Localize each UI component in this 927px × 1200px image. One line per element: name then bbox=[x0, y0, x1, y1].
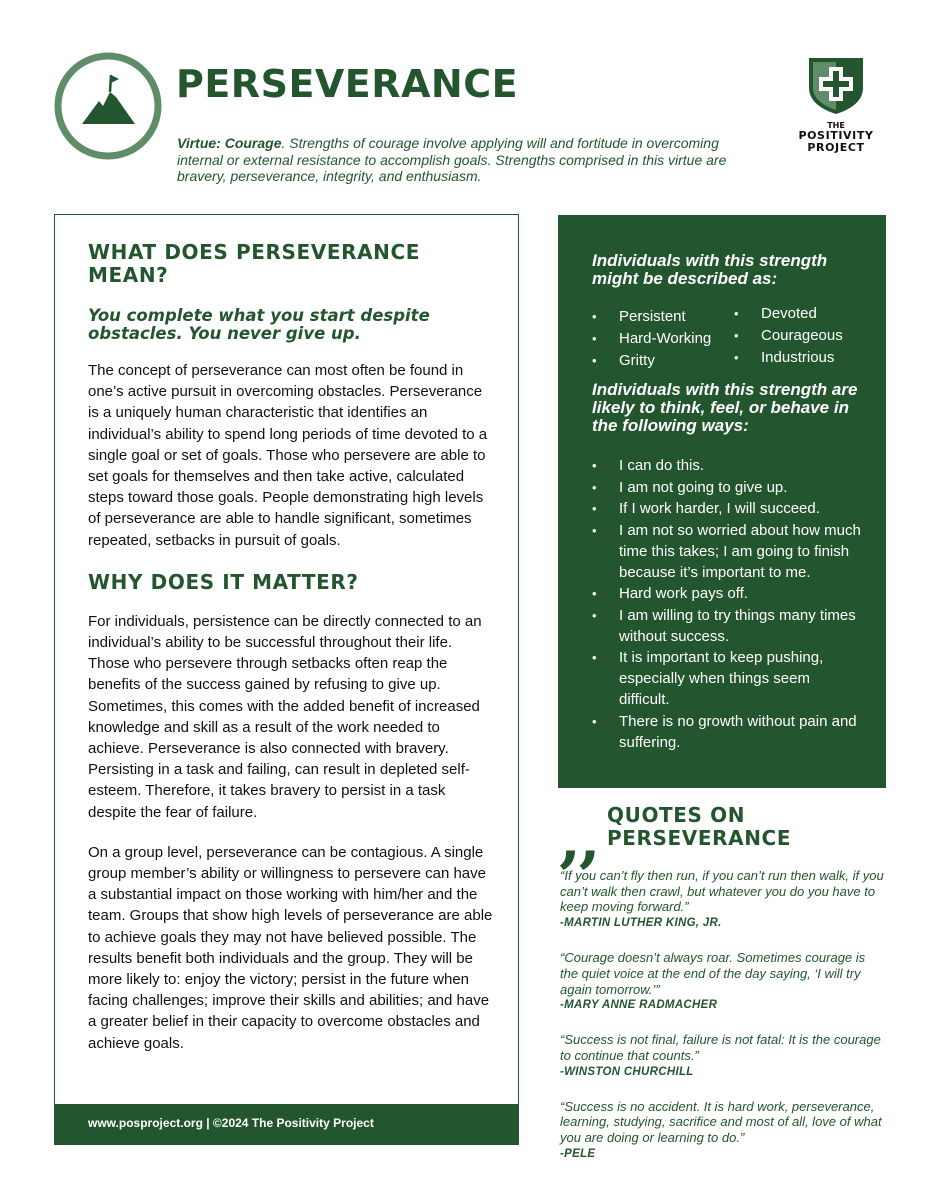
list-item: • Persistent bbox=[592, 308, 711, 330]
meaning-subheading: You complete what you start despite obstacles. You never give up. bbox=[88, 306, 430, 343]
list-item: • There is no growth without pain and suffering. bbox=[592, 711, 862, 753]
quote-author: -WINSTON CHURCHILL bbox=[560, 1065, 694, 1078]
described-column-1 bbox=[592, 308, 711, 374]
quote-author: -MARTIN LUTHER KING, JR. bbox=[560, 917, 722, 930]
list-item: • Industrious bbox=[734, 349, 843, 371]
list-item: • I am willing to try things many times without success. bbox=[592, 605, 862, 647]
mountain-flag-icon bbox=[53, 51, 163, 161]
quote-text: “Success is no accident. It is hard work, perseverance, learning, studying, sacrifice and most of all, love of what you are doing or learning to do.” bbox=[560, 1098, 882, 1146]
list-item: • If I work harder, I will succeed. bbox=[592, 498, 862, 519]
virtue-text: . Strengths of courage involve applying will and fortitude in overcoming internal or external resistance to accomplish goals. Strengths comprised in this virtue are bravery, perseverance, integrity, and enthusiasm. bbox=[177, 135, 727, 184]
footer-bar: www.posproject.org | ©2024 The Positivity Project bbox=[55, 1104, 518, 1144]
meaning-paragraph: The concept of perseverance can most often be found in one’s active pursuit in overcoming obstacles. Perseverance is a uniquely human characteristic that identifies an individual’s ability to spend long periods of time devoted to a single goal or set of goals. Those who persevere are able to set goals for themselves and then take active, calculated steps toward those goals. People demonstrating high levels of perseverance are able to handle significant, sometimes repeated, setbacks in pursuit of goals. bbox=[88, 362, 488, 549]
list-item: • Gritty bbox=[592, 352, 711, 374]
brand-name-line2: PROJECT bbox=[807, 141, 865, 154]
list-item: • It is important to keep pushing, especially when things seem difficult. bbox=[592, 647, 862, 710]
described-column-2 bbox=[734, 305, 843, 371]
ways-list bbox=[592, 455, 862, 753]
virtue-label: Virtue: Courage bbox=[177, 135, 282, 151]
list-item: • Hard-Working bbox=[592, 330, 711, 352]
quote-author: -PELE bbox=[560, 1147, 596, 1160]
brand-logo bbox=[786, 54, 886, 154]
quote-item bbox=[560, 1032, 886, 1079]
meaning-heading: WHAT DOES PERSEVERANCE MEAN? bbox=[88, 240, 421, 287]
brand-the: THE bbox=[827, 121, 845, 130]
quotes-heading-line2: PERSEVERANCE bbox=[607, 826, 792, 850]
described-heading: Individuals with this strength might be described as: bbox=[592, 251, 828, 288]
page-title: PERSEVERANCE bbox=[176, 62, 519, 106]
quotes-heading-line1: QUOTES ON bbox=[607, 803, 746, 827]
quote-item bbox=[560, 868, 886, 931]
quotes-list bbox=[560, 868, 886, 1181]
list-item: • I can do this. bbox=[592, 455, 862, 476]
ways-heading: Individuals with this strength are likely to think, feel, or behave in the following ways: bbox=[592, 380, 858, 435]
quote-mark-icon: ‚‚ bbox=[558, 798, 598, 878]
list-item: • Hard work pays off. bbox=[592, 583, 862, 604]
traits-panel bbox=[558, 215, 886, 788]
list-item: • Devoted bbox=[734, 305, 843, 327]
quote-text: “If you can’t fly then run, if you can’t run then walk, if you can’t walk then crawl, but whatever you do you have to keep moving forward.” bbox=[560, 868, 884, 915]
list-item: • I am not going to give up. bbox=[592, 477, 862, 498]
why-paragraph-group: On a group level, perseverance can be contagious. A single group member’s ability or willingness to persevere can have a substantial impact on those working with him/her and the team. Groups that show high levels of perseverance are able to achieve goals they may not have believed possible. The results benefit both individuals and the group. They will be more likely to: enjoy the victory; persist in the future when facing challenges; improve their skills and abilities; and have a greater belief in their capacity to overcome obstacles and achieve goals. bbox=[88, 843, 493, 1052]
quote-text: “Courage doesn’t always roar. Sometimes courage is the quiet voice at the end of the day saying, ‘I will try again tomorrow.’” bbox=[560, 950, 866, 997]
why-paragraph-individual: For individuals, persistence can be directly connected to an individual’s ability to be successful throughout their life. Those who persevere through setbacks often reap the benefits of the success gained by refusing to give up. Sometimes, this comes with the added benefit of increased knowledge and skill as a result of the work needed to achieve. Perseverance is also connected with bravery. Persisting in a task and failing, can result in depleted self-esteem. Therefore, it takes bravery to persist in a task despite the fear of failure. bbox=[88, 612, 482, 821]
shield-plus-icon bbox=[805, 54, 867, 116]
quote-text: “Success is not final, failure is not fatal: It is the courage to continue that counts.” bbox=[560, 1032, 881, 1063]
brand-name-line1: POSITIVITY bbox=[798, 129, 874, 142]
quote-item bbox=[560, 1099, 886, 1162]
list-item: • Courageous bbox=[734, 327, 843, 349]
virtue-description bbox=[177, 135, 737, 185]
quote-author: -MARY ANNE RADMACHER bbox=[560, 999, 718, 1012]
why-heading: WHY DOES IT MATTER? bbox=[88, 569, 359, 594]
definition-panel bbox=[54, 214, 519, 1145]
quote-item bbox=[560, 950, 886, 1013]
list-item: • I am not so worried about how much time this takes; I am going to finish because it’s important to me. bbox=[592, 520, 862, 583]
quotes-heading bbox=[607, 804, 791, 850]
